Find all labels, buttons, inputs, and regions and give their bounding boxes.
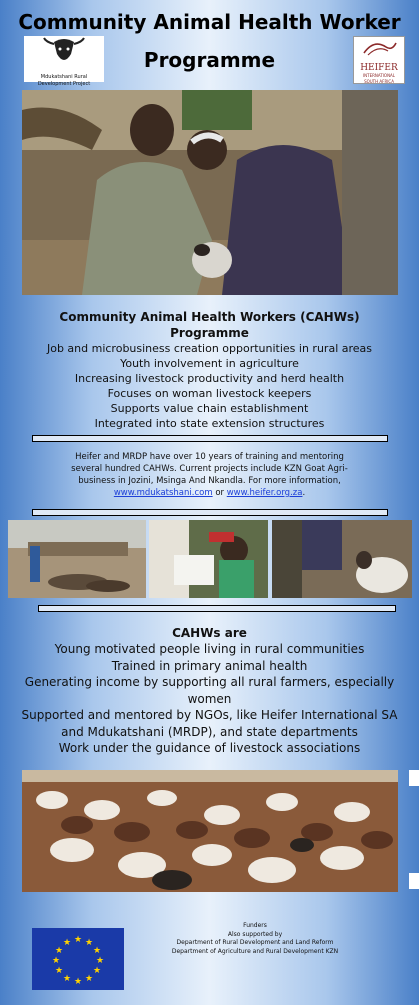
svg-text:★: ★ xyxy=(92,966,102,976)
programme-item: Focuses on woman livestock keepers xyxy=(107,387,312,400)
divider xyxy=(32,509,388,516)
cahws-item: Generating income by supporting all rural farmers, especially xyxy=(24,675,395,689)
small-white-box xyxy=(409,770,419,786)
bull-head-icon xyxy=(24,36,104,70)
funders-block xyxy=(140,922,370,956)
programme-item: Supports value chain establishment xyxy=(110,402,309,415)
heifer-logo-main: HEIFER xyxy=(360,63,398,73)
programme-section xyxy=(20,309,399,431)
info-line: Heifer and MRDP have over 10 years of training and mentoring xyxy=(75,452,344,462)
info-line: business in Jozini, Msinga And Nkandla. For more information, xyxy=(78,476,341,486)
cahws-section xyxy=(20,625,399,757)
cahws-item: Work under the guidance of livestock associations xyxy=(58,741,361,755)
photo-women-paper xyxy=(149,520,268,598)
mdukatshani-logo xyxy=(24,36,104,87)
svg-text:★: ★ xyxy=(73,977,83,987)
page-title-line2: Programme xyxy=(143,48,276,72)
eu-flag-icon xyxy=(32,928,124,990)
info-connector: or xyxy=(212,488,227,498)
photo-goats-kraal xyxy=(8,520,146,598)
cahws-item: women xyxy=(187,691,232,706)
cahws-item: Trained in primary animal health xyxy=(111,658,308,673)
divider xyxy=(38,605,396,612)
main-photo xyxy=(22,90,398,295)
funders-label: Funders xyxy=(243,922,267,929)
heifer-swirl-icon xyxy=(354,37,404,59)
heifer-logo xyxy=(353,36,405,84)
heifer-logo-sub: INTERNATIONAL xyxy=(362,73,396,78)
also-supported-label: Also supported by xyxy=(227,930,283,938)
mdukatshani-logo-text: Mdukatshani Rural Development Project xyxy=(37,74,91,87)
svg-text:★: ★ xyxy=(84,938,94,948)
mdukatshani-link[interactable]: www.mdukatshani.com xyxy=(113,488,213,498)
svg-text:★: ★ xyxy=(54,966,64,976)
goat-herd-photo xyxy=(22,770,398,892)
svg-text:★: ★ xyxy=(62,974,72,984)
info-end: . xyxy=(302,488,306,498)
vet-goat-photo xyxy=(22,90,398,295)
programme-heading-line2: Programme xyxy=(170,326,249,340)
programme-item: Job and microbusiness creation opportunities in rural areas xyxy=(46,342,373,355)
photo-goat-treatment xyxy=(272,520,412,598)
small-white-box xyxy=(409,873,419,889)
dept-rural-development: Department of Rural Development and Land Reform xyxy=(176,939,334,946)
heifer-link[interactable]: www.heifer.org.za xyxy=(226,488,303,498)
programme-item: Increasing livestock productivity and herd health xyxy=(74,372,345,385)
programme-item: Integrated into state extension structures xyxy=(94,417,325,430)
info-links xyxy=(20,487,399,499)
svg-text:★: ★ xyxy=(51,956,61,966)
heifer-logo-country: SOUTH AFRICA xyxy=(364,79,394,84)
cahws-item: Young motivated people living in rural communities xyxy=(54,642,365,656)
svg-text:★: ★ xyxy=(73,935,83,945)
eu-flag xyxy=(32,928,124,990)
info-paragraph xyxy=(20,451,399,499)
svg-text:★: ★ xyxy=(62,938,72,948)
cahws-item: Supported and mentored by NGOs, like Heifer International SA xyxy=(21,708,398,722)
svg-text:★: ★ xyxy=(84,974,94,984)
svg-text:★: ★ xyxy=(95,956,105,966)
divider xyxy=(32,435,388,442)
cahws-item: and Mdukatshani (MRDP), and state departments xyxy=(61,724,358,739)
page-title-line1: Community Animal Health Worker xyxy=(18,10,401,34)
cahws-heading: CAHWs are xyxy=(172,626,247,640)
dept-agriculture: Department of Agriculture and Rural Development KZN xyxy=(171,947,339,955)
info-line: several hundred CAHWs. Current projects include KZN Goat Agri- xyxy=(71,464,348,474)
svg-text:★: ★ xyxy=(92,946,102,956)
svg-text:★: ★ xyxy=(54,946,64,956)
programme-item: Youth involvement in agriculture xyxy=(120,357,299,370)
programme-heading-line1: Community Animal Health Workers (CAHWs) xyxy=(59,310,360,324)
